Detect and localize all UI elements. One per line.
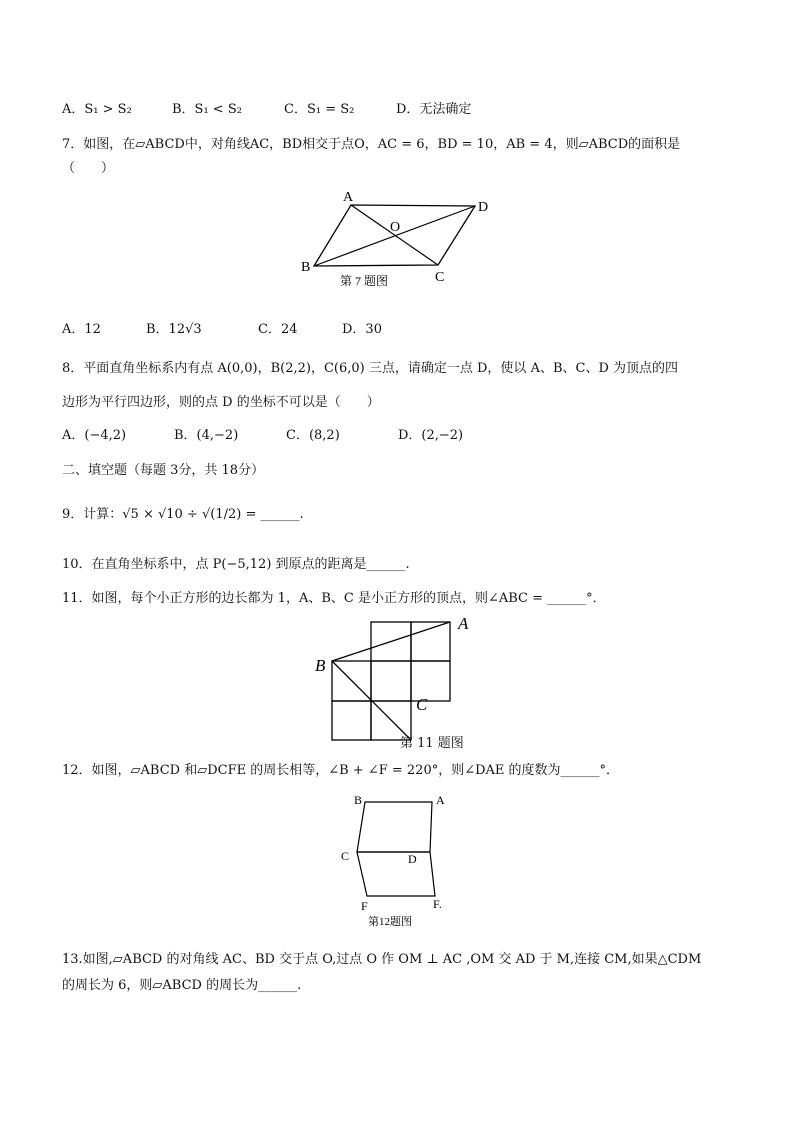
q11-label-c-holder [412, 690, 442, 716]
q11-text: 11．如图，每个小正方形的边长都为 1，A、B、C 是小正方形的顶点，则∠ABC = ______°． [62, 591, 606, 606]
q7-option-a: A．12 [62, 322, 101, 337]
q9-text: 9．计算：√5 × √10 ÷ √(1/2) = ______. [62, 507, 304, 522]
q7-options [62, 318, 382, 337]
q12-figure-caption: 第12题图 [368, 916, 412, 928]
q12-label-f-right: F. [433, 897, 442, 911]
q7-label-b: B [301, 260, 311, 275]
q12-label-d: D [408, 852, 417, 866]
q7-figure-parallelogram [290, 185, 510, 290]
q13-stem-line1: 13.如图,▱ABCD 的对角线 AC、BD 交于点 O,过点 O 作 OM ⊥ AC ,OM 交 AD 于 M,连接 CM,如果△CDM [62, 952, 702, 967]
q12-figure-parallelograms [330, 790, 460, 930]
q7-diagonal-bd [314, 206, 475, 266]
q8-option-d: D．(2,−2) [398, 428, 464, 443]
q13-stem-line2: 的周长为 6，则▱ABCD 的周长为______. [62, 978, 302, 993]
q11-figure-caption: 第 11 题图 [400, 736, 464, 751]
q6-option-a: A．S₁ > S₂ [62, 102, 132, 117]
q7-stem-line2: （ ） [62, 161, 115, 176]
q10-text: 10．在直角坐标系中，点 P(−5,12) 到原点的距离是______. [62, 557, 410, 572]
q8-option-b: B．(4,−2) [174, 428, 239, 443]
q11-label-a: A [458, 614, 469, 633]
q7-figure-caption: 第 7 题图 [340, 274, 389, 288]
q11-figure-grid [305, 610, 505, 750]
q6-option-b: B．S₁ < S₂ [172, 102, 242, 117]
q7-label-o: O [390, 220, 401, 235]
q11-segment-ba [332, 622, 450, 661]
q8-option-a: A．(−4,2) [62, 428, 127, 443]
q8-options [62, 424, 463, 443]
q7-option-d: D．30 [342, 322, 382, 337]
q6-option-d: D．无法确定 [396, 102, 472, 117]
section-2-title: 二、填空题（每题 3分，共 18分） [62, 463, 265, 478]
q12-parallelogram-dcfe [357, 852, 435, 896]
q7-option-c: C．24 [258, 322, 298, 337]
q7-label-d: D [478, 200, 489, 215]
q8-stem-line2: 边形为平行四边形，则的点 D 的坐标不可以是（ ） [62, 395, 380, 410]
q11-grid-square [332, 701, 371, 740]
q12-label-c: C [341, 849, 350, 863]
q8-stem-line1: 8．平面直角坐标系内有点 A(0,0)，B(2,2)，C(6,0) 三点，请确定一点 D，使以 A、B、C、D 为顶点的四 [62, 361, 679, 376]
q12-label-f-left: F [361, 899, 368, 913]
q7-label-a: A [343, 190, 354, 205]
q12-label-b: B [354, 793, 363, 807]
q7-stem-line1: 7．如图，在▱ABCD中，对角线AC，BD相交于点O，AC = 6，BD = 10，AB = 4，则▱ABCD的面积是 [62, 137, 681, 152]
q12-label-a: A [436, 793, 445, 807]
q12-text: 12．如图，▱ABCD 和▱DCFE 的周长相等，∠B + ∠F = 220°，则∠DAE 的度数为______°． [62, 763, 620, 778]
q11-label-b: B [315, 656, 326, 675]
q12-parallelogram-abcd [357, 802, 432, 852]
q11-label-c: C [416, 695, 428, 714]
q7-label-c: C [435, 270, 445, 285]
q7-diagonal-ac [351, 205, 438, 265]
q6-option-c: C．S₁ = S₂ [284, 102, 355, 117]
q11-grid-square [371, 661, 411, 701]
q8-option-c: C．(8,2) [286, 428, 340, 443]
q7-option-b: B．12√3 [146, 322, 202, 337]
q6-options [62, 98, 471, 117]
